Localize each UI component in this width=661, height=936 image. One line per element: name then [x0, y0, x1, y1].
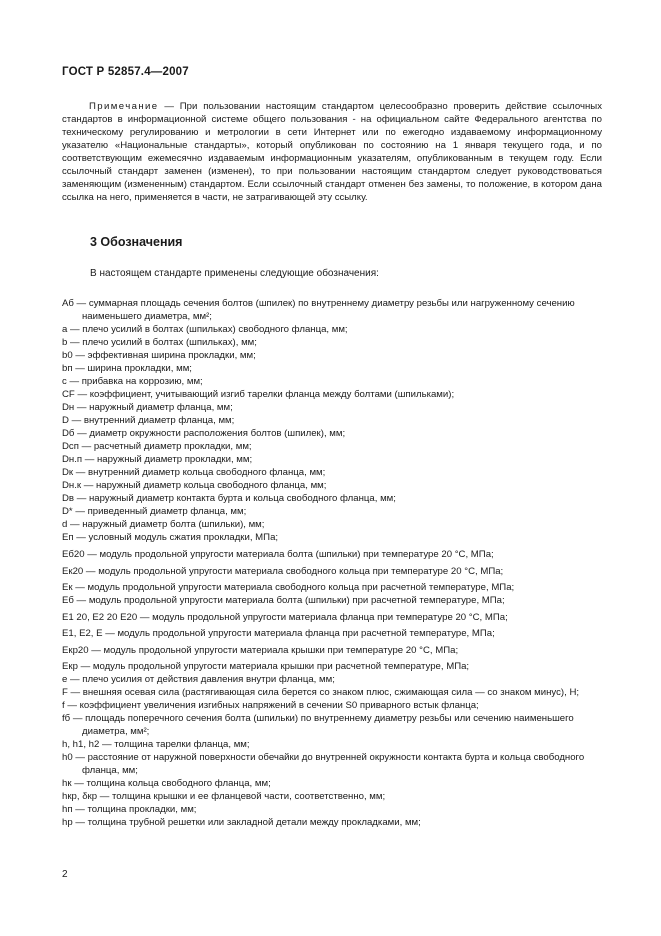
document-header: ГОСТ Р 52857.4—2007 — [62, 66, 189, 78]
symbol-entry: Dн.п — наружный диаметр прокладки, мм; — [62, 454, 253, 465]
symbol-entry: E1 20, E2 20 E20 — модуль продольной упругости материала фланца при температуре 20 °С, МПа; — [62, 612, 508, 623]
symbol-entry: h0 — расстояние от наружной поверхности обечайки до внутренней окружности контакта бурта и кольца свободного фланца, мм; — [62, 752, 585, 776]
symbol-entry: Dб — диаметр окружности расположения болтов (шпилек), мм; — [62, 428, 346, 439]
symbol-entry: CF — коэффициент, учитывающий изгиб тарелки фланца между болтами (шпильками); — [62, 389, 455, 400]
symbol-entry: E1, E2, E — модуль продольной упругости материала фланца при расчетной температуре, МПа; — [62, 628, 495, 639]
symbol-entry: Eк20 — модуль продольной упругости материала свободного кольца при температуре 20 °С, МПа; — [62, 566, 504, 577]
symbol-entry: c — прибавка на коррозию, мм; — [62, 376, 203, 387]
page-number: 2 — [62, 869, 68, 880]
symbol-entry: b — плечо усилий в болтах (шпильках), мм; — [62, 337, 257, 348]
note-text: — При пользовании настоящим стандартом целесообразно проверить действие ссылочных стандартов в информационной системе общего пользования - на официальном сайте Федерального агентства по техническому регулированию и метрологии в сети Интернет или по ежегодно издаваемому информационному указателю «Национальные стандарты», который опубликован по состоянию на 1 января текущего года, и по соответствующим ежемесячно издаваемым информационным указателям, опубликованным в текущем году. Если ссылочный стандарт заменен (изменен), то при пользовании настоящим стандартом следует руководствоваться заменяющим (измененным) стандартом. Если ссылочный стандарт отменен без замены, то положение, в котором дана ссылка на него, применяется в части, не затрагивающей эту ссылку. — [62, 101, 602, 203]
symbol-entry: f — коэффициент увеличения изгибных напряжений в сечении S0 приварного встык фланца; — [62, 700, 479, 711]
symbol-entry: Dсп — расчетный диаметр прокладки, мм; — [62, 441, 252, 452]
symbol-entry: hр — толщина трубной решетки или закладной детали между прокладками, мм; — [62, 817, 421, 828]
symbol-entry: hк — толщина кольца свободного фланца, мм; — [62, 778, 271, 789]
symbol-entry: e — плечо усилия от действия давления внутри фланца, мм; — [62, 674, 335, 685]
symbol-entry: Eкр — модуль продольной упругости материала крышки при расчетной температуре, МПа; — [62, 661, 470, 672]
symbol-entry: Eк — модуль продольной упругости материала свободного кольца при расчетной температуре, МПа; — [62, 582, 515, 593]
note-lead: Примечание — [89, 101, 159, 112]
symbol-entry: D — внутренний диаметр фланца, мм; — [62, 415, 235, 426]
symbol-entry: bп — ширина прокладки, мм; — [62, 363, 192, 374]
symbol-entry: Aб — суммарная площадь сечения болтов (шпилек) по внутреннему диаметру резьбы или нагруженному сечению наименьшего диаметра, мм²; — [62, 298, 575, 322]
symbol-entry: hкр, δкр — толщина крышки и ее фланцевой части, соответственно, мм; — [62, 791, 386, 802]
symbol-entry: F — внешняя осевая сила (растягивающая сила берется со знаком плюс, сжимающая сила — со знаком минус), Н; — [62, 687, 580, 698]
note-paragraph — [62, 100, 602, 204]
section-title: 3 Обозначения — [90, 235, 183, 249]
symbol-entry: Eб20 — модуль продольной упругости материала болта (шпильки) при температуре 20 °С, МПа; — [62, 549, 494, 560]
symbol-entry: Dн — наружный диаметр фланца, мм; — [62, 402, 233, 413]
symbol-list — [62, 297, 607, 829]
symbol-entry: h, h1, h2 — толщина тарелки фланца, мм; — [62, 739, 250, 750]
symbol-entry: fб — площадь поперечного сечения болта (шпильки) по внутреннему диаметру резьбы или сечению наименьшего диаметра, мм²; — [62, 713, 574, 737]
symbol-entry: a — плечо усилий в болтах (шпильках) свободного фланца, мм; — [62, 324, 348, 335]
symbol-entry: Dв — наружный диаметр контакта бурта и кольца свободного фланца, мм; — [62, 493, 396, 504]
symbol-entry: d — наружный диаметр болта (шпильки), мм; — [62, 519, 265, 530]
symbol-entry: Eп — условный модуль сжатия прокладки, МПа; — [62, 532, 279, 543]
symbol-entry: Dк — внутренний диаметр кольца свободного фланца, мм; — [62, 467, 326, 478]
symbol-entry: Dн.к — наружный диаметр кольца свободного фланца, мм; — [62, 480, 327, 491]
symbol-entry: D* — приведенный диаметр фланца, мм; — [62, 506, 247, 517]
symbol-entry: hп — толщина прокладки, мм; — [62, 804, 197, 815]
symbol-entry: Eкр20 — модуль продольной упругости материала крышки при температуре 20 °С, МПа; — [62, 645, 459, 656]
symbol-entry: Eб — модуль продольной упругости материала болта (шпильки) при расчетной температуре, МПа; — [62, 595, 505, 606]
symbol-entry: b0 — эффективная ширина прокладки, мм; — [62, 350, 256, 361]
section-intro: В настоящем стандарте применены следующие обозначения: — [90, 268, 379, 279]
